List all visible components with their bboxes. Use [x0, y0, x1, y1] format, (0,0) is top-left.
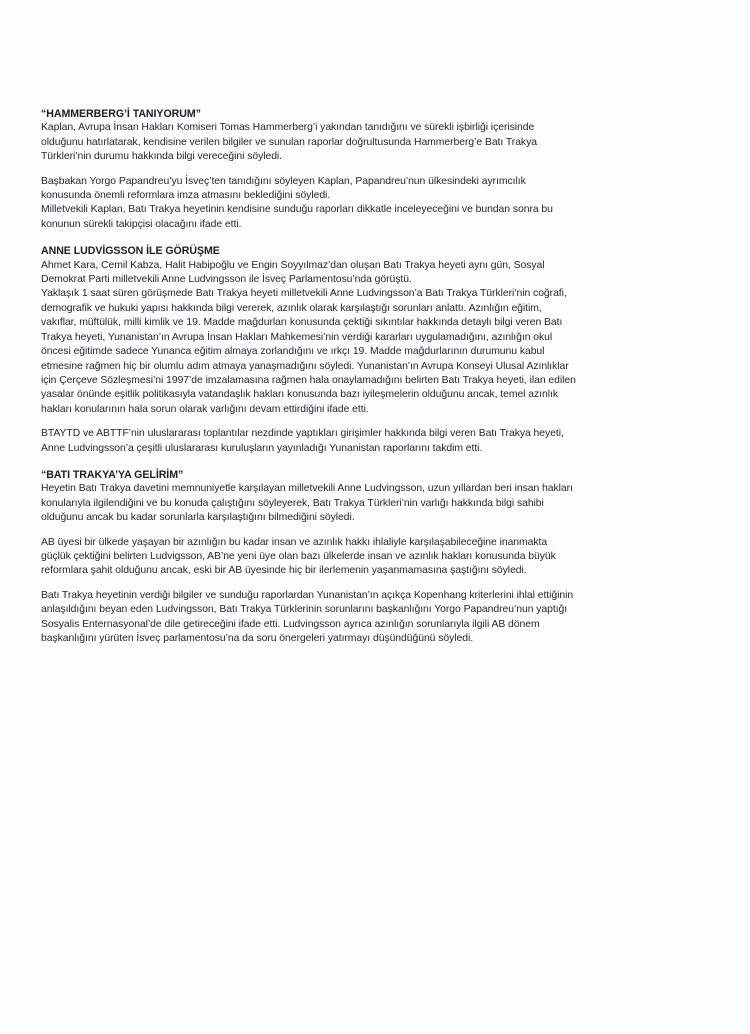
paragraph: AB üyesi bir ülkede yaşayan bir azınlığın bu kadar insan ve azınlık hakkı ihlaliyle karşılaşabileceğine inanmakta güçlük çektiğini belirten Ludvigsson, AB’ne yeni üye olan bazı ülkelerde insan ve azınlık hakları konusunda büyük reformlara şahit olduğunu ancak, eski bir AB üyesinde hiç bir ilerlemenin yaşanmamasına şaştığını söyledi. — [41, 536, 556, 577]
section-heading-hammerberg: “HAMMERBERG’İ TANIYORUM” — [41, 108, 201, 120]
paragraph: Yaklaşık 1 saat süren görüşmede Batı Trakya heyeti milletvekili Anne Ludvingsson’a Batı Trakya Türkleri’nin coğrafi, demografik ve hukuki yapısı hakkında bilgi vererek, azınlık olarak karşılaştığı sorunları anlattı. Azınlığın eğitim, vakıflar, müftülük, milli kimlik ve 19. Madde mağdurları konusunda çektiği sıkıntılar hakkında detaylı bilgi veren Batı Trakya heyeti, Yunanistan’ın Avrupa İnsan Hakları Mahkemesi’nin verdiği kararları uygulamadığını, azınlığın okul öncesi eğitimde sadece Yunanca eğitim almaya zorlandığını ve ırkçı 19. Madde mağdurlarının durumunu kabul etmesine rağmen hiç bir olumlu adım atmaya yanaşmadığını söyledi. Yunanistan’ın Avrupa Konseyi Ulusal Azınlıklar için Çerçeve Sözleşmesi’ni 1997’de imzalamasına rağmen hala onaylamadığını belirten Batı Trakya heyeti, ilan edilen yasalar önünde eşitlik politikasıyla vatandaşlık hakları konusunda bazı iyileşmelerin olduğunu ancak, temel azınlık hakları konularının hala sorun olarak varlığını devam ettirdiğini ifade etti. — [41, 288, 576, 415]
paragraph: Heyetin Batı Trakya davetini memnuniyetle karşılayan milletvekili Anne Ludvingsson, uzun yıllardan beri insan hakları konularıyla ilgilendiğini ve bu konuda çalıştığını söyleyerek, Batı Trakya Türkleri’nin varlığı hakkında bilgi sahibi olduğunu ancak bu kadar sorunlarla karşılaştığını bilmediğini söyledi. — [41, 483, 573, 524]
paragraph: Ahmet Kara, Cemil Kabza, Halit Habipoğlu ve Engin Soyyılmaz’dan oluşan Batı Trakya heyeti aynı gün, Sosyal Demokrat Parti milletvekili Anne Ludvingsson ile İsveç Parlamentosu’nda görüştü. — [41, 259, 545, 286]
paragraph: BTAYTD ve ABTTF’nin uluslararası toplantılar nezdinde yaptıkları girişimler hakkında bilgi veren Batı Trakya heyeti, Anne Ludvingsson’a çeşitli uluslararası kuruluşların yayınladığı Yunanistan raporlarını takdim etti. — [41, 428, 564, 454]
paragraph: Başbakan Yorgo Papandreu’yu İsveç’ten tanıdığını söyleyen Kaplan, Papandreu’nun ülkesindeki ayrımcılık konusunda önemli reformlara imza atmasını beklediğini söyledi. — [41, 175, 526, 202]
section-heading-bati-trakya: “BATI TRAKYA’YA GELİRİM” — [41, 468, 184, 481]
paragraph: Batı Trakya heyetinin verdiği bilgiler ve sunduğu raporlardan Yunanistan’ın açıkça Kopenhang kriterlerini ihlal ettiğinin anlaşıldığını beyan eden Ludvingsson, Batı Trakya Türklerinin sorunlarını başkanlığını Yorgo Papandreu’nun yaptığı Sosyalis Enternasyonal’de dile getireceğini ifade etti. Ludvingsson ayrıca azınlığın sorunlarıyla ilgili AB dönem başkanlığını yürüten İsveç parlamentosu’na da soru önergeleri yatırmayı düşündüğünü söyledi. — [41, 589, 574, 644]
section-heading-ludvigsson: ANNE LUDVİGSSON İLE GÖRÜŞME — [41, 245, 220, 258]
paragraph: Kaplan, Avrupa İnsan Hakları Komiseri Tomas Hammerberg’i yakından tanıdığını ve sürekli işbirliği içerisinde olduğunu hatırlatarak, kendisine verilen bilgiler ve sunulan raporlar doğrultusunda Hammerberg’e Batı Trakya Türkleri’nin durumu hakkında bilgi vereceğini söyledi. — [41, 122, 537, 163]
document-body — [41, 107, 711, 646]
paragraph: Milletvekili Kaplan, Batı Trakya heyetinin kendisine sunduğu raporları dikkatle inceleyeceğini ve bundan sonra bu konunun sürekli takipçisi olacağını ifade etti. — [41, 204, 553, 230]
